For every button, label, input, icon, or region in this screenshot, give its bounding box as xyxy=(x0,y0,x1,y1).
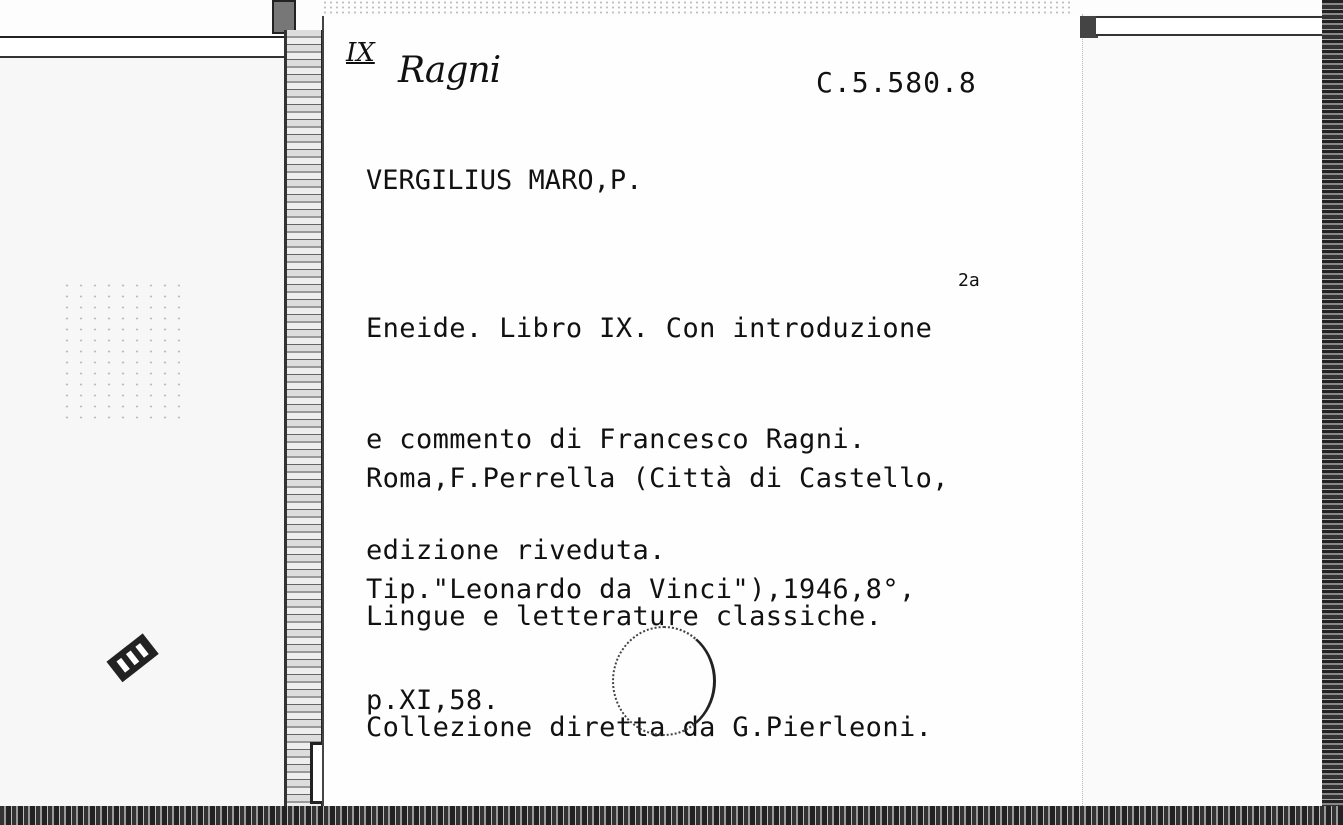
left-card-tab xyxy=(272,0,296,34)
imprint-line: Roma,F.Perrella (Città di Castello, xyxy=(366,463,949,494)
right-adjacent-card xyxy=(1082,14,1323,810)
imprint-line: Tip."Leonardo da Vinci"),1946,8°, xyxy=(366,574,916,605)
series-line: Lingue e letterature classiche. xyxy=(366,601,883,632)
left-card-ruled-band xyxy=(0,36,298,58)
edition-margin-note: 2a xyxy=(958,270,980,291)
left-adjacent-card xyxy=(0,38,300,810)
handwritten-volume-number: IX xyxy=(346,38,375,68)
series-line: Collezione diretta da G.Pierleoni. xyxy=(366,712,933,743)
left-card-speckle xyxy=(60,280,180,420)
right-scan-edge xyxy=(1322,0,1343,825)
title-line: e commento di Francesco Ragni. xyxy=(366,424,866,455)
card-divider-strip xyxy=(284,30,324,810)
handwritten-author-note: Ragni xyxy=(398,50,501,91)
title-line: Eneide. Libro IX. Con introduzione xyxy=(366,313,933,344)
card-punch-hole xyxy=(612,626,716,736)
shelfmark: C.5.580.8 xyxy=(816,66,977,99)
title-line: edizione riveduta. xyxy=(366,535,666,566)
imprint-line: p.XI,58. xyxy=(366,685,500,716)
right-card-ruled-band xyxy=(1096,16,1324,36)
author-heading: VERGILIUS MARO,P. xyxy=(366,165,643,196)
